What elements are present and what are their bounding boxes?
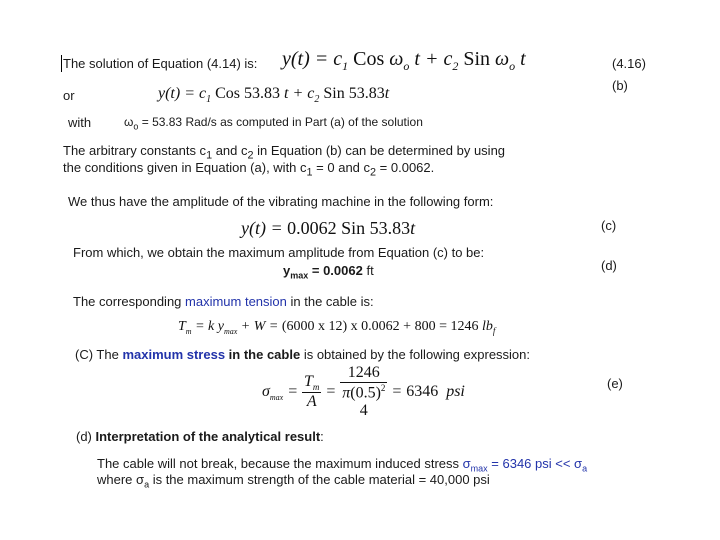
- equation-c: y(t) = 0.0062 Sin 53.83t: [241, 218, 416, 238]
- part-c-heading: (C) The maximum stress in the cable is obtained by the following expression:: [75, 347, 531, 362]
- eq-number-e: (e): [607, 376, 623, 391]
- constants-paragraph-line1: The arbitrary constants $c_1$ and $c_2$ in Equation (b) can be determined by using: [63, 143, 506, 162]
- max-amplitude-paragraph: From which, we obtain the maximum amplitude from Equation (c) to be:: [73, 245, 485, 260]
- intro-text: The solution of Equation (4.14) is:: [63, 56, 258, 71]
- eq-number-b: (b): [612, 78, 628, 93]
- eq-number-4-16: (4.16): [612, 56, 646, 71]
- text-cursor: [61, 55, 62, 72]
- conclusion-line2: where $\sigma_a$ is the maximum strength of the cable material = 40,000 psi: [97, 472, 490, 490]
- part-d-heading: (d) Interpretation of the analytical result:: [76, 429, 324, 444]
- equation-b: $y(t) = c_1$ Cos 53.83 $t + c_2$ Sin 53.83t: [158, 85, 390, 106]
- conclusion-line1: The cable will not break, because the maximum induced stress $\sigma_{max} = 6346$ psi << $\sigma_a$: [97, 456, 588, 474]
- tension-equation: $T_m = k$ $y_{max} + W = (6000$ x 12) x 0.0062 + 800 = 1246 $lb_f$: [178, 319, 496, 336]
- ymax-result: $y_{max} = 0.0062$ ft: [283, 263, 374, 281]
- stress-equation: $\sigma_{max}$ = $\frac{T_m}{A}$ = 1246 $\pi(0.5)^2$ 4 = 6346 psi: [262, 364, 465, 420]
- omega-definition: $\omega_o = 53.83$ Rad/s as computed in Part (a) of the solution: [124, 115, 423, 132]
- with-label: with: [68, 115, 92, 130]
- constants-paragraph-line2: the conditions given in Equation (a), with $c_1 = 0$ and $c_2 = 0.0062$.: [63, 160, 435, 179]
- tension-paragraph: The corresponding maximum tension in the cable is:: [73, 294, 374, 309]
- eq-number-c: (c): [601, 218, 617, 233]
- or-label: or: [63, 88, 75, 103]
- amplitude-paragraph: We thus have the amplitude of the vibrating machine in the following form:: [68, 194, 494, 209]
- equation-4-16: $y(t) = c_1$ Cos $\omega_o$ $t + c_2$ Sin $\omega_o$ t: [282, 48, 526, 73]
- eq-number-d: (d): [601, 258, 617, 273]
